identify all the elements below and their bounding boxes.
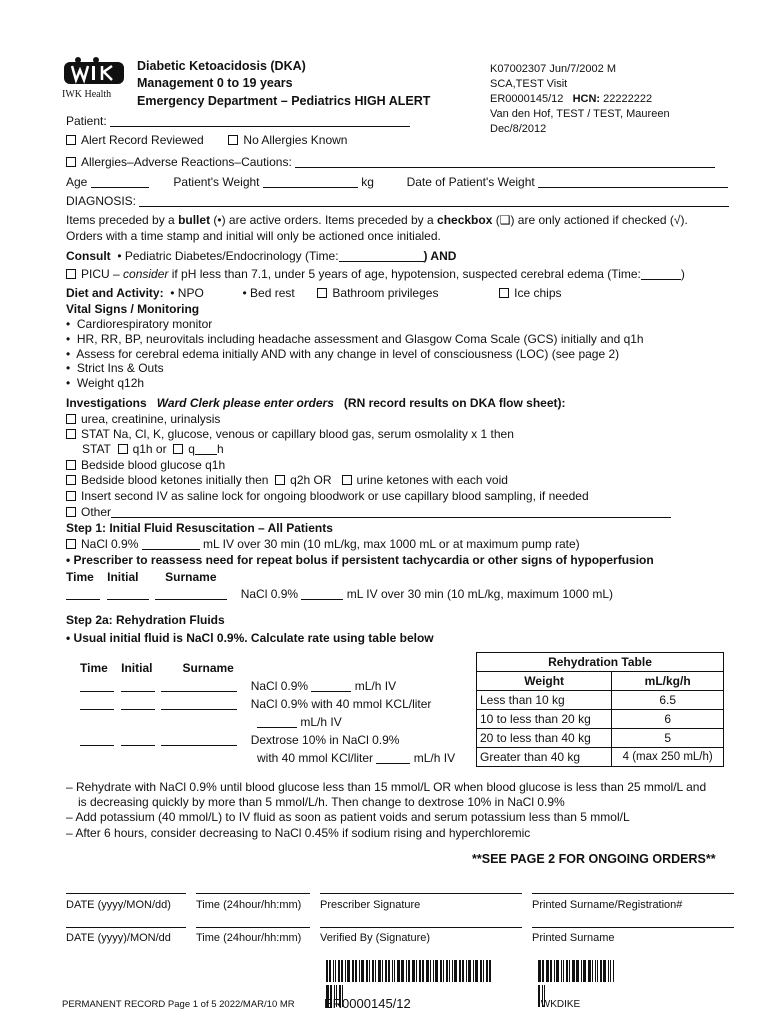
encounter-number: ER0000145/12: [490, 93, 564, 105]
weight-cell: 20 to less than 40 kg: [477, 729, 612, 748]
weight-input[interactable]: [263, 178, 358, 188]
step1-repeat-detail: mL IV over 30 min (10 mL/kg, maximum 1000 mL): [346, 587, 614, 601]
table-row: [477, 748, 724, 767]
iwk-logo: [62, 56, 128, 100]
barcode-bar: [459, 960, 461, 982]
vitals-item-text: Weight q12h: [76, 376, 145, 390]
weight-label: Patient's Weight: [173, 175, 260, 189]
barcode-bar: [329, 960, 331, 982]
stat-label: STAT Na, Cl, K, glucose, venous or capillary blood gas, serum osmolality x 1 then: [81, 427, 514, 441]
instr-text-e: (❑) are only actioned if checked (√).: [492, 213, 688, 227]
fluid2-label: NaCl 0.9% with 40 mmol KCL/liter: [250, 697, 432, 711]
consult-and: ) AND: [423, 249, 457, 263]
barcode-bar: [480, 960, 482, 982]
barcode-bar: [359, 960, 360, 982]
diet-row: [66, 286, 562, 300]
time1-label: Time (24hour/hh:mm): [196, 899, 302, 911]
consult-label: Consult: [66, 249, 111, 263]
step1-heading: Step 1: Initial Fluid Resuscitation – All Patients: [66, 521, 333, 535]
rate-header: mL/kg/h: [612, 672, 724, 691]
ketones-label: Bedside blood ketones initially then: [81, 473, 269, 487]
date1-line[interactable]: [66, 893, 186, 894]
barcode-bar: [369, 960, 370, 982]
kg-label: kg: [361, 175, 374, 189]
fluid3-rate-input[interactable]: [376, 754, 410, 764]
weight-date-label: Date of Patient's Weight: [406, 175, 535, 189]
rate-cell: 4 (max 250 mL/h): [612, 748, 724, 767]
no-allergies-label: No Allergies Known: [243, 133, 348, 147]
printed-line[interactable]: [532, 927, 734, 928]
ice-chips-checkbox[interactable]: [499, 288, 509, 298]
vitals-item-3: • Strict Ins & Outs: [66, 361, 164, 375]
vitals-item-text: Cardiorespiratory monitor: [76, 317, 213, 331]
instr-text-c: (•) are active orders. Items preceded by a: [210, 213, 438, 227]
step2a-surname-header: Surname: [182, 661, 234, 675]
barcode-bar: [566, 960, 568, 982]
allergies-label: Allergies–Adverse Reactions–Cautions:: [81, 155, 292, 169]
rehydration-table-title-row: [477, 653, 724, 672]
alert-record-checkbox-row: [66, 133, 347, 147]
weight-cell: 10 to less than 20 kg: [477, 710, 612, 729]
barcode-bar: [569, 960, 570, 982]
barcode-bar: [595, 960, 596, 982]
fluid3-label: Dextrose 10% in NaCl 0.9%: [250, 733, 400, 747]
allergies-checkbox[interactable]: [66, 157, 76, 167]
note-1b: is decreasing quickly by more than 5 mmol/L/h. Then change to dextrose 10% in NaCl 0.9%: [78, 795, 565, 809]
barcode-bar: [588, 960, 591, 982]
fluid3-kcl: with 40 mmol KCl/liter: [257, 751, 374, 765]
barcode-bar: [388, 960, 390, 982]
consult-row: [66, 249, 456, 263]
iwk-logo-mark: [62, 56, 128, 88]
form-title-line1: Diabetic Ketoacidosis (DKA): [137, 59, 306, 73]
barcode-bar: [483, 960, 484, 982]
bathroom-checkbox[interactable]: [317, 288, 327, 298]
vitals-item-2: • Assess for cerebral edema initially AND with any change in level of consciousness (LOC) (see page 2): [66, 347, 620, 361]
patient-name-input[interactable]: [110, 117, 410, 127]
order2-time-input[interactable]: [80, 700, 114, 710]
bedside-glucose-checkbox[interactable]: [66, 460, 76, 470]
barcode-bar: [397, 960, 400, 982]
rehydration-table-title: Rehydration Table: [477, 653, 724, 672]
table-row: [477, 710, 724, 729]
step1-repeat-volume-input[interactable]: [301, 590, 343, 600]
age-input[interactable]: [91, 178, 149, 188]
barcode-bar: [466, 960, 467, 982]
form-title-line3: Emergency Department – Pediatrics HIGH ALERT: [137, 94, 431, 108]
stat-frequency-row: [82, 442, 224, 456]
stat-row: [66, 427, 514, 441]
date2-label: DATE (yyyy)/MON/dd: [66, 932, 171, 944]
instructions-line2: Orders with a time stamp and initial will only be actioned once initialed.: [66, 229, 441, 243]
step2a-order3: [80, 733, 399, 747]
q2h-checkbox[interactable]: [275, 475, 285, 485]
barcode-bar: [449, 960, 450, 982]
barcode-bar: [426, 960, 429, 982]
step1-nacl-label: NaCl 0.9%: [81, 537, 139, 551]
urea-row: [66, 412, 220, 426]
barcode-bar: [375, 960, 376, 982]
barcode-bar: [433, 960, 434, 982]
footer-encounter-code: ER0000145/12: [324, 996, 411, 1011]
barcode-bar: [392, 960, 393, 982]
logo-text: IWK Health: [62, 89, 112, 100]
rehydration-table: [476, 652, 724, 767]
barcode-bar: [546, 960, 549, 982]
step1-time-header: Time: [66, 570, 94, 584]
order3-initial-input[interactable]: [121, 736, 155, 746]
vitals-item-4: • Weight q12h: [66, 376, 145, 390]
q1h-label: q1h or: [132, 442, 167, 456]
vitals-item-text: Strict Ins & Outs: [76, 361, 164, 375]
ketones-row: [66, 473, 508, 487]
time2-label: Time (24hour/hh:mm): [196, 932, 302, 944]
step1-repeat-row: [66, 587, 613, 601]
h-label: h: [216, 442, 224, 456]
patient-hcn-line: [490, 93, 652, 105]
patient-visit: SCA,TEST Visit: [490, 78, 568, 90]
step1-initial-header: Initial: [107, 570, 139, 584]
other-label: Other: [81, 505, 112, 519]
diagnosis-row: [66, 194, 729, 208]
urea-checkbox[interactable]: [66, 414, 76, 424]
barcode-bar: [408, 960, 410, 982]
barcode-bar: [454, 960, 457, 982]
table-row: [477, 729, 724, 748]
consult-item: • Pediatric Diabetes/Endocrinology (Time:: [117, 249, 339, 263]
step1-repeat-label: NaCl 0.9%: [240, 587, 299, 601]
weight-cell: Less than 10 kg: [477, 691, 612, 710]
patient-field: [66, 114, 410, 128]
step1-nacl-checkbox[interactable]: [66, 539, 76, 549]
weight-header: Weight: [477, 672, 612, 691]
barcode-bar: [419, 960, 421, 982]
fluid3-unit: mL/h IV: [413, 751, 456, 765]
date1-label: DATE (yyyy/MON/dd): [66, 899, 171, 911]
barcode-bar: [382, 960, 383, 982]
order1-initial-input[interactable]: [121, 682, 155, 692]
footer-permanent-record: PERMANENT RECORD Page 1 of 5 2022/MAR/10 MR: [62, 999, 295, 1010]
bedside-glucose-row: [66, 458, 225, 472]
order2-initial-input[interactable]: [121, 700, 155, 710]
printed-label: Printed Surname: [532, 932, 615, 944]
step2a-heading: Step 2a: Rehydration Fluids: [66, 613, 225, 627]
instructions-line1: [66, 213, 688, 227]
patient-id-line1: K07002307 Jun/7/2002 M: [490, 63, 616, 75]
urine-ketones-checkbox[interactable]: [342, 475, 352, 485]
barcode-bar: [385, 960, 387, 982]
step2a-col-headers: [80, 661, 234, 675]
stat2-label: STAT: [82, 442, 111, 456]
barcode-bar: [563, 960, 564, 982]
hcn-label: HCN:: [572, 93, 601, 105]
printed-reg-label: Printed Surname/Registration#: [532, 899, 683, 911]
order1-time-input[interactable]: [80, 682, 114, 692]
urine-ketones-label: urine ketones with each void: [356, 473, 508, 487]
weight-cell: Greater than 40 kg: [477, 748, 612, 767]
rate-cell: 5: [612, 729, 724, 748]
encounter-barcode: [326, 960, 494, 982]
step1-reassess: • Prescriber to reassess need for repeat bolus if persistent tachycardia or other signs of hypoperfusion: [66, 553, 654, 567]
diagnosis-input[interactable]: [139, 197, 729, 207]
prescriber-label: Prescriber Signature: [320, 899, 421, 911]
barcode-bar: [378, 960, 381, 982]
barcode-bar: [576, 960, 579, 982]
barcode-bar: [333, 960, 334, 982]
barcode-bar: [581, 960, 582, 982]
other-checkbox[interactable]: [66, 507, 76, 517]
barcode-bar: [335, 960, 336, 982]
fluid1-label: NaCl 0.9%: [250, 679, 309, 693]
step1-nacl-detail: mL IV over 30 min (10 mL/kg, max 1000 mL or at maximum pump rate): [203, 537, 580, 551]
bedside-glucose-label: Bedside blood glucose q1h: [81, 458, 226, 472]
qh-checkbox[interactable]: [173, 444, 183, 454]
alert-record-label: Alert Record Reviewed: [81, 133, 204, 147]
barcode-bar: [462, 960, 464, 982]
step2a-order2: [80, 697, 431, 711]
barcode-bar: [355, 960, 357, 982]
rehydration-table-header-row: [477, 672, 724, 691]
barcode-bar: [489, 960, 491, 982]
q-hours-input[interactable]: [195, 445, 217, 455]
weight-date-input[interactable]: [538, 178, 728, 188]
barcode-bar: [394, 960, 395, 982]
time1-line[interactable]: [196, 893, 310, 894]
barcode-bar: [561, 960, 562, 982]
barcode-bar: [597, 960, 598, 982]
step1-nacl-row: [66, 537, 580, 551]
ice-chips-label: Ice chips: [514, 286, 562, 300]
vitals-heading: Vital Signs / Monitoring: [66, 302, 200, 316]
other-input[interactable]: [111, 508, 671, 518]
vitals-item-0: • Cardiorespiratory monitor: [66, 317, 213, 331]
verified-line[interactable]: [320, 927, 522, 928]
barcode-bar: [556, 960, 559, 982]
barcode-bar: [608, 960, 609, 982]
second-iv-checkbox[interactable]: [66, 491, 76, 501]
printed-reg-line[interactable]: [532, 893, 734, 894]
rate-cell: 6.5: [612, 691, 724, 710]
barcode-bar: [613, 960, 614, 982]
note-3: – After 6 hours, consider decreasing to NaCl 0.45% if sodium rising and hyperchloremic: [66, 826, 531, 840]
patient-date: Dec/8/2012: [490, 123, 547, 135]
barcode-bar: [538, 960, 541, 982]
picu-label: PICU –: [81, 267, 124, 281]
barcode-bar: [572, 960, 575, 982]
barcode-bar: [600, 960, 602, 982]
note-2: – Add potassium (40 mmol/L) to IV fluid as soon as patient voids and serum potassium less than 5 mmol/L: [66, 810, 630, 824]
date2-line[interactable]: [66, 927, 186, 928]
ward-clerk-note: Ward Clerk please enter orders: [156, 396, 334, 410]
prescriber-line[interactable]: [320, 893, 522, 894]
barcode-bar: [542, 960, 544, 982]
picu-paren: ): [680, 267, 685, 281]
fluid2-rate-input[interactable]: [257, 718, 297, 728]
barcode-bar: [473, 960, 474, 982]
picu-row: [66, 267, 685, 281]
barcode-bar: [440, 960, 442, 982]
barcode-bar: [430, 960, 431, 982]
barcode-bar: [352, 960, 354, 982]
barcode-bar: [347, 960, 350, 982]
allergies-row: [66, 155, 715, 169]
vitals-item-1: • HR, RR, BP, neurovitals including headache assessment and Glasgow Coma Scale (GCS) initially and q1h: [66, 332, 644, 346]
picu-criteria: if pH less than 7.1, under 5 years of age, hypotension, suspected cerebral edema (Time:: [168, 267, 641, 281]
barcode-bar: [412, 960, 415, 982]
vitals-item-text: Assess for cerebral edema initially AND with any change in level of consciousness (LOC) (see page 2): [76, 347, 620, 361]
barcode-bar: [446, 960, 448, 982]
diagnosis-label: DIAGNOSIS:: [66, 194, 137, 208]
note-1: – Rehydrate with NaCl 0.9% until blood glucose less than 15 mmol/L OR when blood glucose is less than 25 mmol/L and: [66, 780, 707, 794]
stat-checkbox[interactable]: [66, 429, 76, 439]
investigations-label: Investigations: [66, 396, 147, 410]
step1-col-headers: [66, 570, 217, 584]
step2a-order3-rate: [257, 751, 455, 765]
age-label: Age: [66, 175, 88, 189]
step2a-order1: [80, 679, 396, 693]
barcode-bar: [422, 960, 424, 982]
picu-consider: consider: [123, 267, 169, 281]
barcode-bar: [406, 960, 407, 982]
hcn-value: 22222222: [603, 93, 653, 105]
alert-record-checkbox[interactable]: [66, 135, 76, 145]
barcode-bar: [341, 960, 343, 982]
table-row: [477, 691, 724, 710]
rn-record-note: (RN record results on DKA flow sheet):: [343, 396, 566, 410]
step1-initial-input[interactable]: [107, 590, 149, 600]
instr-checkbox-word: checkbox: [437, 213, 493, 227]
order3-surname-input[interactable]: [161, 736, 237, 746]
step2a-order2-rate: [257, 715, 342, 729]
diet-bedrest: • Bed rest: [242, 286, 295, 300]
barcode-bar: [452, 960, 453, 982]
fluid1-rate-input[interactable]: [311, 682, 351, 692]
vitals-item-text: HR, RR, BP, neurovitals including headache assessment and Glasgow Coma Scale (GCS) initially and q1h: [76, 332, 644, 346]
barcode-bar: [592, 960, 593, 982]
step2a-usual: • Usual initial fluid is NaCl 0.9%. Calculate rate using table below: [66, 631, 434, 645]
barcode-bar: [610, 960, 611, 982]
barcode-bar: [416, 960, 417, 982]
allergies-input[interactable]: [295, 158, 715, 168]
order1-surname-input[interactable]: [161, 682, 237, 692]
ketones-checkbox[interactable]: [66, 475, 76, 485]
barcode-bar: [338, 960, 340, 982]
barcode-bar: [550, 960, 552, 982]
picu-checkbox[interactable]: [66, 269, 76, 279]
no-allergies-checkbox[interactable]: [228, 135, 238, 145]
other-row: [66, 505, 671, 519]
footer-form-id: IWKDIKE: [538, 999, 581, 1010]
diet-label: Diet and Activity:: [66, 286, 164, 300]
second-iv-row: [66, 489, 589, 503]
barcode-bar: [475, 960, 478, 982]
q2h-label: q2h OR: [290, 473, 332, 487]
step2a-time-header: Time: [80, 661, 108, 675]
barcode-bar: [554, 960, 555, 982]
instr-bullet-word: bullet: [178, 213, 211, 227]
instr-text-a: Items preceded by a: [66, 213, 179, 227]
urea-label: urea, creatinine, urinalysis: [81, 412, 221, 426]
order3-time-input[interactable]: [80, 736, 114, 746]
fluid1-unit: mL/h IV: [354, 679, 397, 693]
barcode-bar: [401, 960, 404, 982]
barcode-bar: [366, 960, 368, 982]
barcode-bar: [583, 960, 586, 982]
barcode-bar: [326, 960, 328, 982]
form-barcode: [538, 960, 618, 982]
step1-nacl-volume-input[interactable]: [142, 540, 200, 550]
barcode-bar: [486, 960, 488, 982]
age-weight-row: [66, 175, 728, 189]
see-page-2: **SEE PAGE 2 FOR ONGOING ORDERS**: [472, 852, 716, 866]
patient-label: Patient:: [66, 114, 107, 128]
order2-surname-input[interactable]: [161, 700, 237, 710]
investigations-heading: [66, 396, 565, 410]
picu-time-input[interactable]: [641, 270, 681, 280]
consult-time-input[interactable]: [339, 252, 424, 262]
q-label: q: [188, 442, 195, 456]
time2-line[interactable]: [196, 927, 310, 928]
step1-surname-input[interactable]: [155, 590, 227, 600]
step1-surname-header: Surname: [165, 570, 217, 584]
barcode-bar: [372, 960, 374, 982]
barcode-bar: [361, 960, 364, 982]
rate-cell: 6: [612, 710, 724, 729]
step2a-initial-header: Initial: [121, 661, 153, 675]
verified-label: Verified By (Signature): [320, 932, 431, 944]
diet-npo: • NPO: [170, 286, 204, 300]
barcode-bar: [603, 960, 606, 982]
patient-physician: Van den Hof, TEST / TEST, Maureen: [490, 108, 670, 120]
barcode-bar: [345, 960, 346, 982]
barcode-bar: [435, 960, 438, 982]
bathroom-label: Bathroom privileges: [332, 286, 439, 300]
q1h-checkbox[interactable]: [118, 444, 128, 454]
fluid2-unit: mL/h IV: [300, 715, 342, 729]
form-title-line2: Management 0 to 19 years: [137, 76, 293, 90]
step1-time-input[interactable]: [66, 590, 100, 600]
barcode-bar: [443, 960, 444, 982]
barcode-bar: [468, 960, 471, 982]
second-iv-label: Insert second IV as saline lock for ongoing bloodwork or use capillary blood sampling, if needed: [81, 489, 589, 503]
